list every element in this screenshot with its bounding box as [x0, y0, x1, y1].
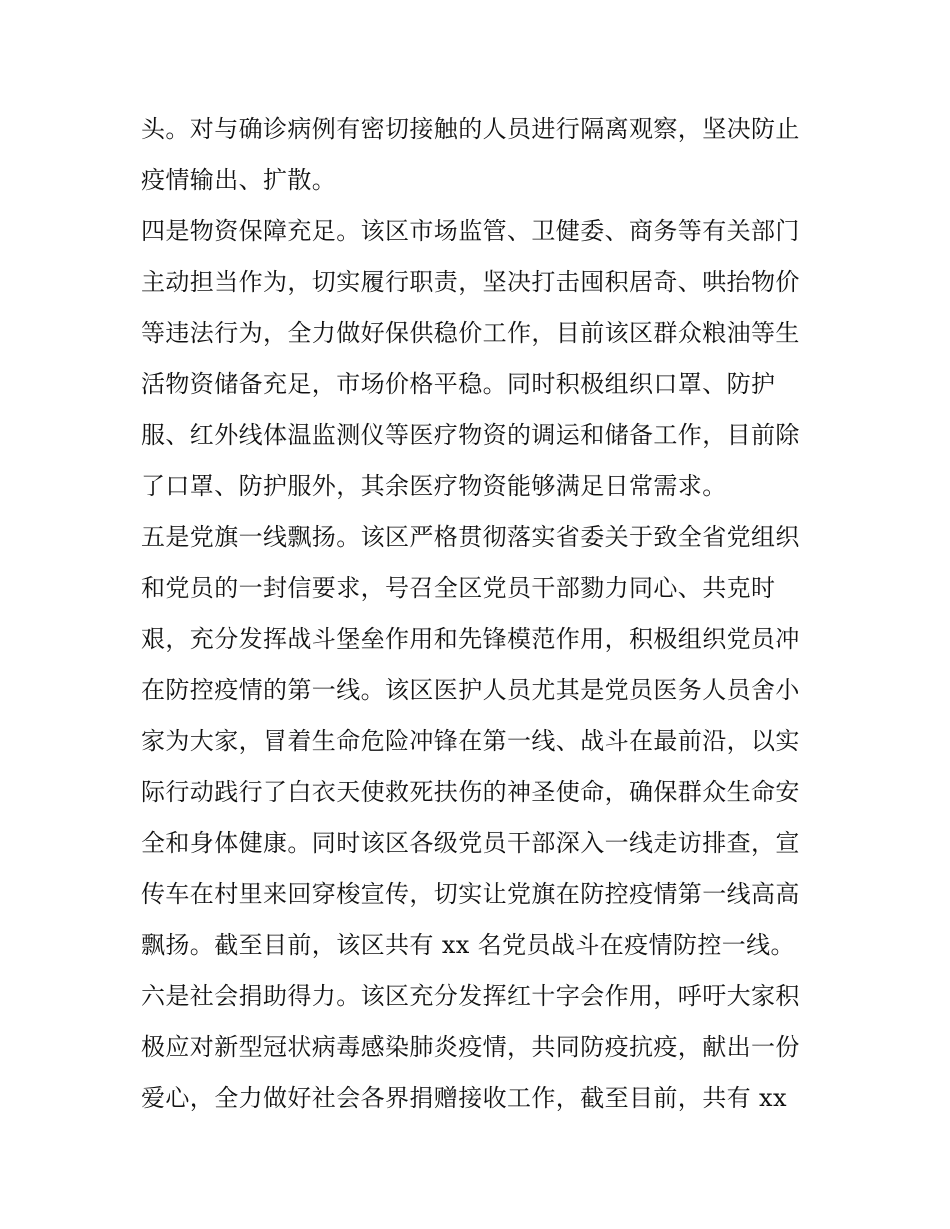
- text-line: 主动担当作为，切实履行职责，坚决打击囤积居奇、哄抬物价: [141, 268, 800, 296]
- text-line: 疫情输出、扩散。: [141, 166, 337, 194]
- text-line: 五是党旗一线飘扬。该区严格贯彻落实省委关于致全省党组织: [141, 523, 800, 551]
- text-line: 服、红外线体温监测仪等医疗物资的调运和储备工作，目前除: [141, 421, 800, 449]
- text-line: 在防控疫情的第一线。该区医护人员尤其是党员医务人员舍小: [141, 676, 800, 704]
- text-line: 家为大家，冒着生命危险冲锋在第一线、战斗在最前沿，以实: [141, 727, 800, 755]
- text-line: 等违法行为，全力做好保供稳价工作，目前该区群众粮油等生: [141, 319, 800, 347]
- text-line: 艰，充分发挥战斗堡垒作用和先锋模范作用，积极组织党员冲: [141, 625, 800, 653]
- text-line: 全和身体健康。同时该区各级党员干部深入一线走访排查，宣: [141, 829, 800, 857]
- text-line: 极应对新型冠状病毒感染肺炎疫情，共同防疫抗疫，献出一份: [141, 1033, 800, 1061]
- text-line: 爱心，全力做好社会各界捐赠接收工作，截至目前，共有 xx: [141, 1084, 787, 1112]
- text-line: 传车在村里来回穿梭宣传，切实让党旗在防控疫情第一线高高: [141, 880, 800, 908]
- text-line: 了口罩、防护服外，其余医疗物资能够满足日常需求。: [141, 472, 727, 500]
- text-line: 活物资储备充足，市场价格平稳。同时积极组织口罩、防护: [141, 370, 776, 398]
- text-line: 际行动践行了白衣天使救死扶伤的神圣使命，确保群众生命安: [141, 778, 800, 806]
- text-line: 头。对与确诊病例有密切接触的人员进行隔离观察，坚决防止: [141, 115, 800, 143]
- text-line: 六是社会捐助得力。该区充分发挥红十字会作用，呼吁大家积: [141, 982, 800, 1010]
- text-line: 飘扬。截至目前，该区共有 xx 名党员战斗在疫情防控一线。: [141, 931, 795, 959]
- text-line: 和党员的一封信要求，号召全区党员干部勠力同心、共克时: [141, 574, 776, 602]
- text-line: 四是物资保障充足。该区市场监管、卫健委、商务等有关部门: [141, 217, 800, 245]
